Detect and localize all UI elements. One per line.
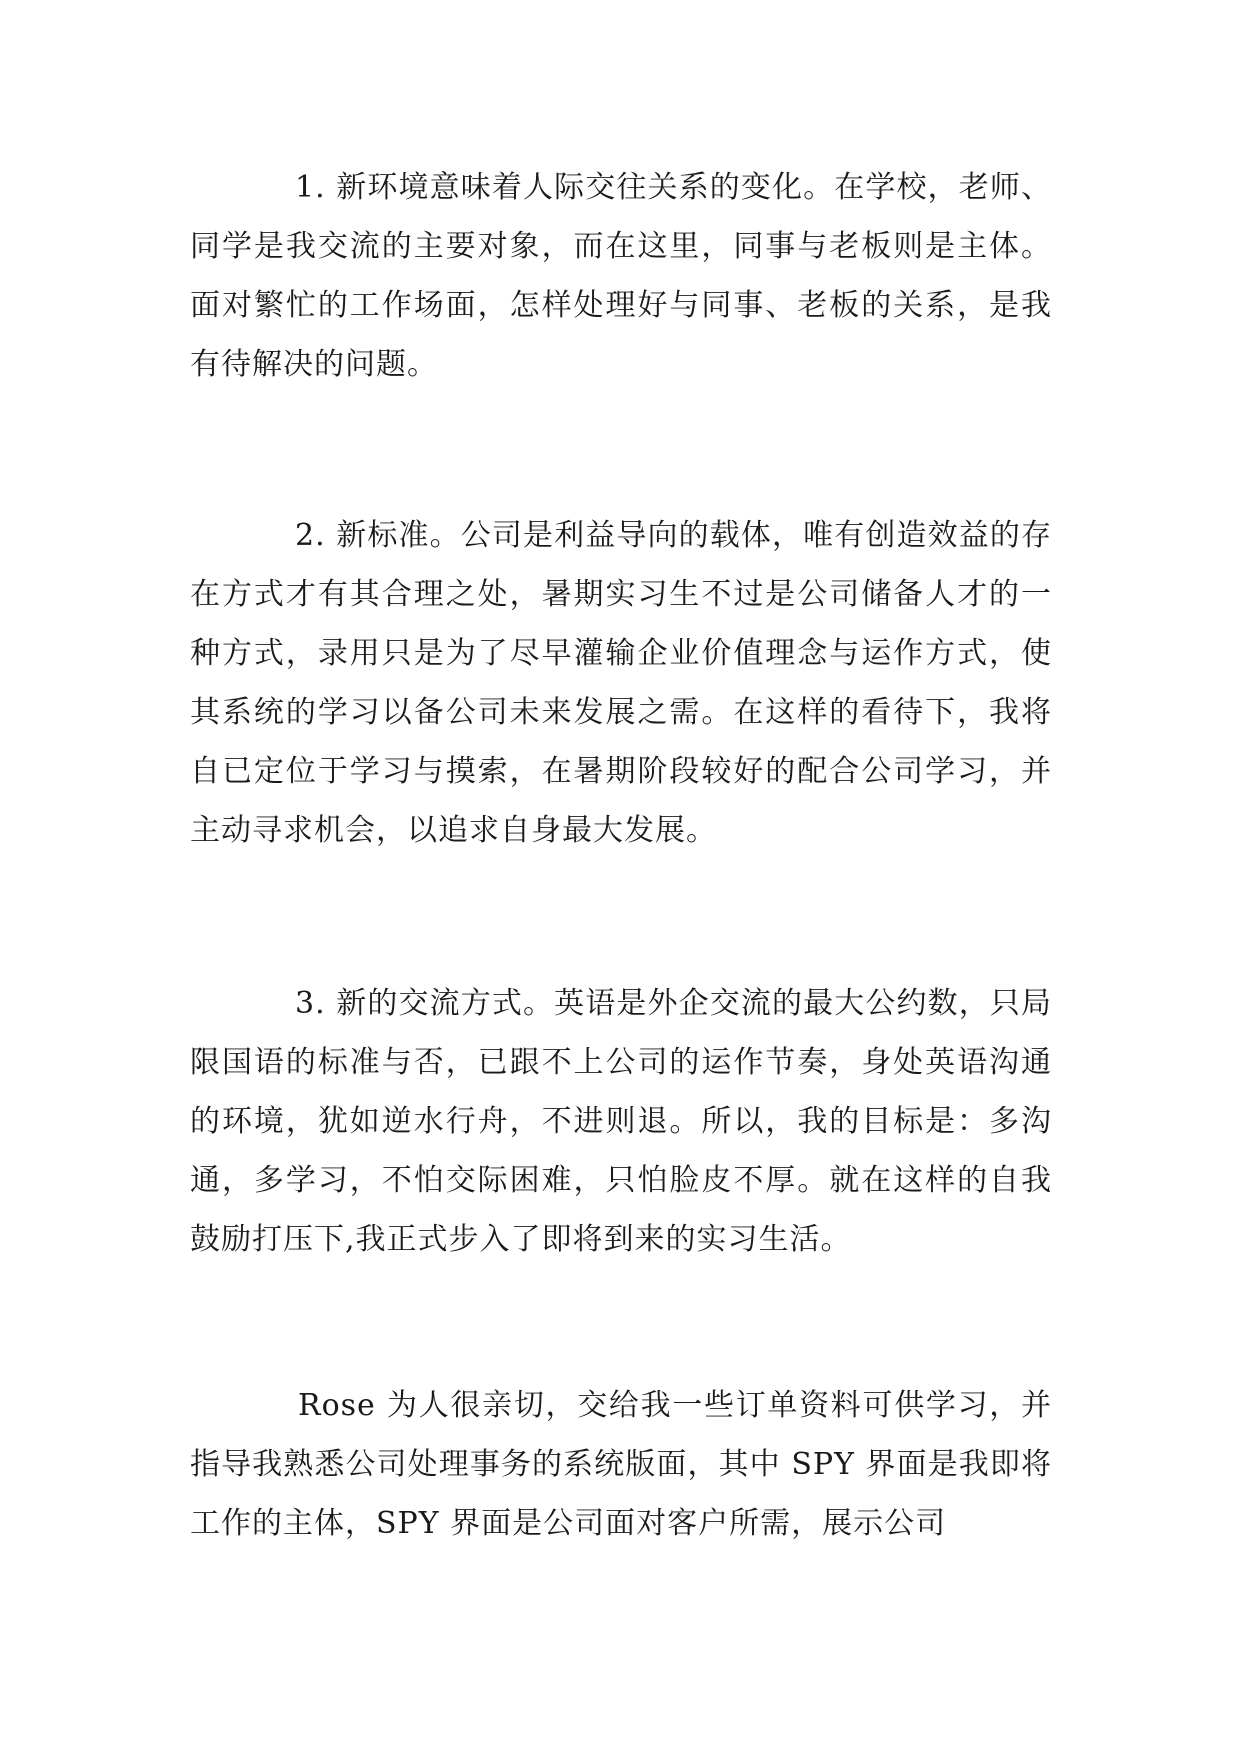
paragraph-new-communication: 3. 新的交流方式。英语是外企交流的最大公约数，只局限国语的标准与否，已跟不上公司的运作节奏，身处英语沟通的环境，犹如逆水行舟，不进则退。所以，我的目标是：多沟通，多学习，不怕交际困难，只怕脸皮不厚。就在这样的自我鼓励打压下,我正式步入了即将到来的实习生活。: [190, 986, 1052, 1257]
paragraph-new-standard: 2. 新标准。公司是利益导向的载体，唯有创造效益的存在方式才有其合理之处，暑期实习生不过是公司储备人才的一种方式，录用只是为了尽早灌输企业价值理念与运作方式，使其系统的学习以备公司未来发展之需。在这样的看待下，我将自已定位于学习与摸索，在暑期阶段较好的配合公司学习，并主动寻求机会，以追求自身最大发展。: [190, 518, 1052, 848]
paragraph-rose: Rose 为人很亲切，交给我一些订单资料可供学习，并指导我熟悉公司处理事务的系统版面，其中 SPY 界面是我即将工作的主体，SPY 界面是公司面对客户所需，展示公司: [190, 1388, 1052, 1541]
paragraph-new-environment: 1. 新环境意味着人际交往关系的变化。在学校，老师、同学是我交流的主要对象，而在这里，同事与老板则是主体。面对繁忙的工作场面，怎样处理好与同事、老板的关系，是我有待解决的问题。: [190, 170, 1052, 382]
